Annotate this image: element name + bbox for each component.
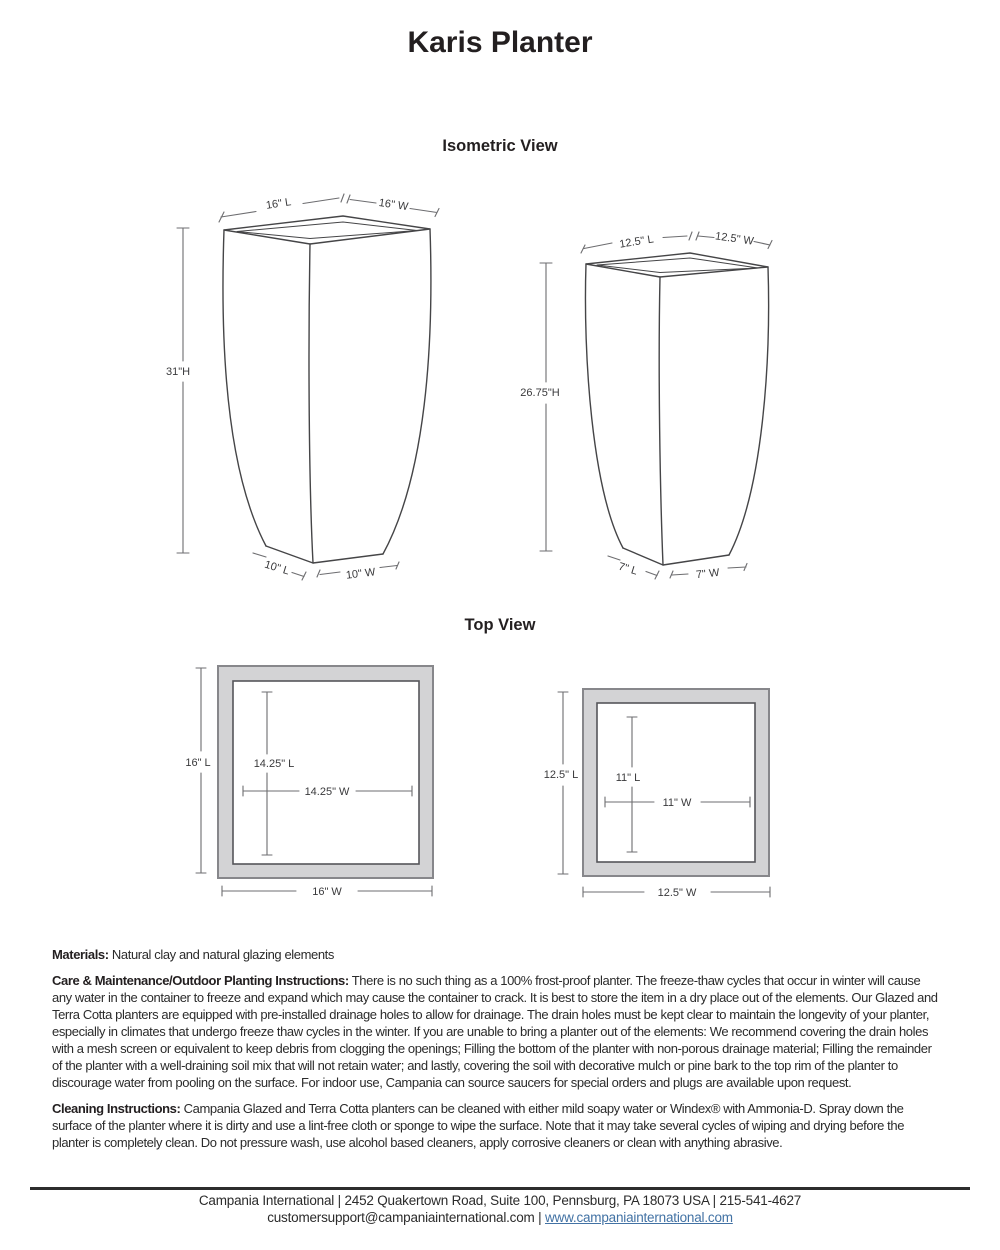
large-inner-length-label: 14.25" L bbox=[253, 758, 295, 770]
footer-contact-line bbox=[0, 1210, 1000, 1225]
isometric-drawings bbox=[140, 185, 860, 600]
materials-section bbox=[52, 946, 940, 963]
large-outer-width-label: 16" W bbox=[312, 886, 342, 898]
large-planter-dimensions bbox=[166, 194, 439, 582]
large-planter-right-edge bbox=[383, 229, 431, 554]
cleaning-section bbox=[52, 1100, 940, 1151]
small-height-label: 26.75"H bbox=[520, 387, 560, 399]
small-planter-front-edge bbox=[659, 277, 663, 565]
large-base-length-label: 10" L bbox=[263, 558, 291, 578]
large-planter-left-edge bbox=[223, 230, 266, 546]
large-outer-length-label: 16" L bbox=[185, 757, 211, 769]
small-base-length-label: 7" L bbox=[616, 560, 639, 578]
small-outer-length-dim-line bbox=[558, 692, 568, 874]
care-label: Care & Maintenance/Outdoor Planting Instructions: bbox=[52, 973, 349, 988]
small-inner-width-label: 11" W bbox=[662, 797, 692, 809]
small-planter-right-edge bbox=[729, 267, 769, 555]
footer-website-link[interactable]: www.campaniainternational.com bbox=[545, 1210, 733, 1225]
large-planter-top-view bbox=[185, 666, 433, 898]
small-outer-length-label: 12.5" L bbox=[543, 769, 579, 781]
large-planter-outline bbox=[223, 216, 431, 563]
small-planter-base bbox=[623, 548, 729, 565]
small-height-dim-line bbox=[540, 263, 552, 551]
top-view-heading: Top View bbox=[464, 616, 536, 634]
small-planter-outline bbox=[585, 253, 768, 565]
large-top-length-label: 16" L bbox=[265, 196, 292, 212]
large-top-view-opening bbox=[233, 681, 419, 864]
materials-text: Natural clay and natural glazing elements bbox=[111, 947, 334, 962]
footer-address-line: Campania International | 2452 Quakertown Road, Suite 100, Pennsburg, PA 18073 USA | 215-541-4627 bbox=[198, 1193, 802, 1208]
large-planter-front-edge bbox=[309, 244, 313, 563]
cleaning-label: Cleaning Instructions: bbox=[52, 1101, 181, 1116]
small-planter-dimensions bbox=[520, 230, 772, 581]
large-top-width-label: 16" W bbox=[377, 196, 409, 214]
large-base-width-label: 10" W bbox=[345, 566, 377, 582]
large-inner-width-label: 14.25" W bbox=[304, 786, 350, 798]
page-title: Karis Planter bbox=[407, 26, 593, 59]
footer-separator: | bbox=[534, 1210, 545, 1225]
large-outer-length-dim-line bbox=[196, 668, 206, 873]
isometric-view-heading: Isometric View bbox=[442, 137, 558, 155]
small-base-width-label: 7" W bbox=[695, 566, 720, 582]
footer-email: customersupport@campaniainternational.com bbox=[267, 1210, 535, 1225]
footer-divider bbox=[30, 1187, 970, 1190]
small-top-width-label: 12.5" W bbox=[714, 230, 755, 248]
small-outer-width-label: 12.5" W bbox=[657, 887, 697, 899]
top-view-drawings bbox=[160, 655, 860, 910]
large-height-label: 31"H bbox=[165, 366, 191, 378]
info-text-column bbox=[52, 946, 940, 1160]
large-height-dim-line bbox=[177, 228, 189, 553]
materials-label: Materials: bbox=[52, 947, 109, 962]
care-text: There is no such thing as a 100% frost-proof planter. The freeze-thaw cycles that occur in winter will cause any water in the container to freeze and expand which may cause the container to crack. It is best to store the item in a dry place out of the elements. Our Glazed and Terra Cotta planters are equipped with pre-installed drainage holes to allow for drainage. The drain holes must be kept clear to maintain the longevity of your planter, especially in climates that undergo freeze thaw cycles in the winter. If you are unable to bring a planter out of the elements: We recommend covering the drain holes with a mesh screen or equivalent to keep debris from clogging the openings; Filling the bottom of the planter with non-porous drainage material; Filling the remainder of the planter with a well-draining soil mix that will not retain water; and lastly, covering the soil with decorative mulch or pine bark to the top rim of the planter to discourage water from pooling on the surface. For indoor use, Campania can source saucers for special orders and plugs are available upon request. bbox=[52, 973, 938, 1090]
cleaning-text: Campania Glazed and Terra Cotta planters can be cleaned with either mild soapy water or Windex® with Ammonia-D. Spray down the surface of the planter where it is dirty and use a lint-free cloth or sponge to wipe the surface. Note that it may take several cycles of wiping and drying before the planter is completely clean. Do not pressure wash, use alcohol based cleaners, apply corrosive cleaners or clean with anything abrasive. bbox=[52, 1101, 905, 1150]
small-planter-top-view bbox=[544, 689, 770, 899]
small-planter-left-edge bbox=[585, 264, 623, 548]
small-top-length-label: 12.5" L bbox=[618, 233, 655, 251]
small-inner-length-label: 11" L bbox=[615, 772, 641, 784]
large-planter-base bbox=[266, 546, 383, 563]
care-section bbox=[52, 972, 940, 1091]
